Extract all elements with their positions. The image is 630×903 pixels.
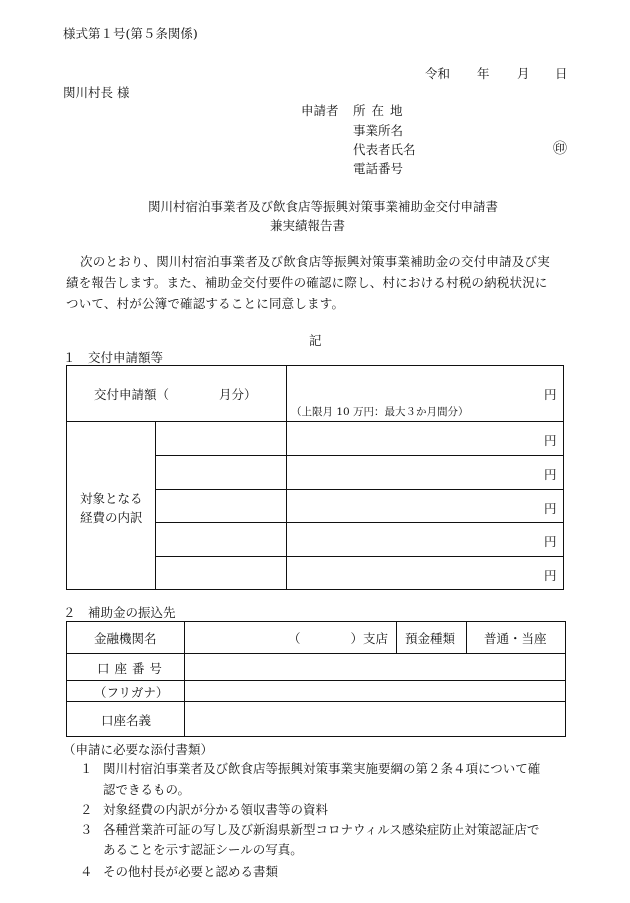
addressee: 関川村長 様 [63, 85, 130, 100]
document-title-line2: 兼実績報告書 [270, 218, 346, 233]
expense-row-yen: 円 [544, 534, 557, 549]
attachments-heading: （申請に必要な添付書類） [63, 742, 214, 757]
expense-row-yen: 円 [544, 501, 557, 516]
account-name-label: 口座名義 [101, 713, 152, 728]
expense-row-yen: 円 [544, 568, 557, 583]
bank-name-label: 金融機関名 [94, 631, 157, 646]
application-amount-yen: 円 [544, 387, 557, 402]
ki-mark: 記 [309, 333, 322, 348]
section1-heading: １ 交付申請額等 [63, 350, 164, 365]
attachment-number: １ [80, 761, 93, 776]
address-label: 所 在 地 [353, 103, 404, 118]
limit-note: （上限月 10 万円：最大３か月間分） [291, 406, 469, 418]
document-title-line1: 関川村宿泊事業者及び飲食店等振興対策事業補助金交付申請書 [148, 199, 499, 214]
expense-label-line1: 対象となる [80, 491, 143, 506]
date-era: 令和 [425, 66, 451, 81]
phone-label: 電話番号 [353, 161, 404, 176]
attachment-text: 対象経費の内訳が分かる領収書等の資料 [103, 802, 329, 817]
expense-row-yen: 円 [544, 467, 557, 482]
attachment-text: あることを示す認証シールの写真。 [103, 842, 303, 857]
representative-label: 代表者氏名 [353, 142, 416, 157]
attachment-text: 関川村宿泊事業者及び飲食店等振興対策事業実施要綱の第２条４項について確 [103, 761, 541, 776]
section2-heading: ２ 補助金の振込先 [63, 605, 176, 620]
applicant-role-label: 申請者 [301, 103, 339, 118]
date-day: 日 [555, 66, 568, 81]
expense-label-line2: 経費の内訳 [80, 510, 143, 525]
attachment-text: 認できるもの。 [103, 782, 191, 797]
body-text-line3: ついて、村が公簿で確認することに同意します。 [66, 296, 345, 311]
expense-row-yen: 円 [544, 433, 557, 448]
attachment-text: 各種営業許可証の写し及び新潟県新型コロナウィルス感染症防止対策認証店で [103, 822, 540, 837]
attachment-number: ３ [80, 822, 93, 837]
account-number-label: 口 座 番 号 [97, 661, 163, 676]
seal-mark: ㊞ [553, 141, 567, 157]
branch-text: （ ）支店 [288, 631, 389, 646]
date-month: 月 [517, 66, 530, 81]
application-amount-label: 交付申請額（ 月分） [94, 387, 257, 402]
attachment-number: ２ [80, 802, 93, 817]
deposit-type-value: 普通・当座 [484, 631, 547, 646]
body-text-line1: 次のとおり、関川村宿泊事業者及び飲食店等振興対策事業補助金の交付申請及び実 [80, 254, 550, 269]
date-year: 年 [477, 66, 490, 81]
body-text-line2: 績を報告します。また、補助金交付要件の確認に際し、村における村税の納税状況に [66, 275, 548, 290]
attachment-text: その他村長が必要と認める書類 [103, 864, 279, 879]
business-name-label: 事業所名 [353, 123, 404, 138]
furigana-label: （フリガナ） [94, 685, 169, 700]
form-number: 様式第１号(第５条関係) [63, 26, 198, 41]
deposit-type-label: 預金種類 [405, 631, 456, 646]
attachment-number: ４ [80, 864, 93, 879]
